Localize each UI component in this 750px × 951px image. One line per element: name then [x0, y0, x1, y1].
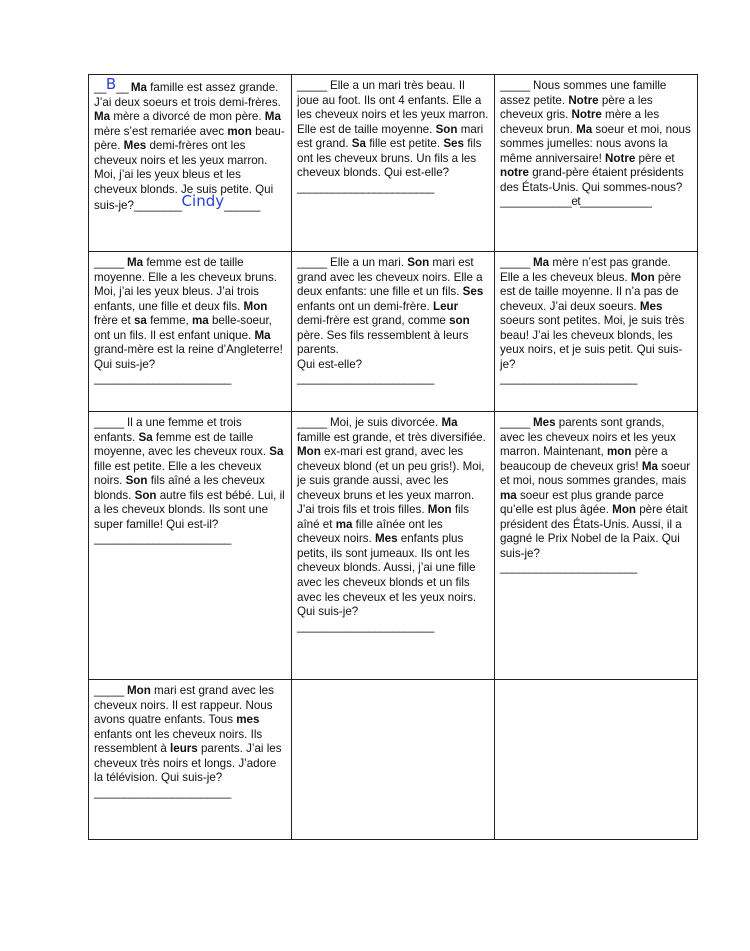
text-run: enfants ont les cheveux noirs. Ils ressemblent à	[94, 727, 263, 756]
text-run: soeur et moi, nous sommes grandes, mais	[500, 459, 691, 488]
text-run: père. Ses fils ressemblent à leurs parents.	[297, 328, 469, 357]
riddle-text	[297, 79, 489, 181]
riddle-text	[500, 256, 692, 372]
text-run: Il a une femme et trois enfants.	[94, 416, 242, 444]
riddle-cell-3	[495, 75, 698, 252]
answer-blank: _____	[94, 416, 124, 429]
answer-line: ______	[224, 199, 260, 213]
text-run: Elle a un mari.	[326, 256, 408, 269]
bold-word: Mes	[123, 139, 147, 153]
empty-cell	[495, 680, 698, 840]
text-run: père a les cheveux gris.	[500, 93, 653, 122]
bold-word: mes	[236, 713, 260, 727]
bold-word: Sa	[269, 445, 284, 459]
text-run: parents. J’ai les cheveux très noirs et longs. J’adore la télévision. Qui suis-je?	[94, 742, 282, 785]
text-run: mère n’est pas grande. Elle a les cheveux bleus.	[500, 256, 671, 284]
answer-blank: _____	[297, 416, 327, 429]
bold-word: Son	[134, 488, 157, 502]
bold-word: Mon	[427, 503, 452, 517]
answer-blank: _____	[297, 256, 327, 269]
answer-line: ____________	[580, 195, 652, 209]
bold-word: Mon	[297, 445, 321, 459]
riddle-cell-9	[495, 412, 698, 680]
riddle-cell-4	[89, 252, 292, 412]
bold-word: Son	[407, 256, 430, 269]
bold-word: Ma	[441, 416, 458, 429]
bold-word: mon	[227, 124, 252, 138]
bold-word: Son	[435, 122, 458, 136]
riddle-text	[500, 79, 692, 195]
bold-word: son	[449, 314, 470, 328]
text-run: fille aînée ont les cheveux noirs.	[297, 517, 443, 546]
riddle-cell-8	[292, 412, 495, 680]
riddle-cell-6	[495, 252, 698, 412]
answer-line[interactable]: _______________________	[500, 561, 637, 575]
bold-word: Ma	[130, 81, 147, 94]
bold-word: Mes	[532, 416, 556, 429]
bold-word: Ma	[126, 256, 144, 269]
text-run: mère s’est remariée avec	[94, 124, 228, 138]
answer-pair-line[interactable]	[500, 195, 692, 210]
riddle-cell-1	[89, 75, 292, 252]
answer-line[interactable]: _______________________	[94, 532, 231, 546]
bold-word: Ma	[254, 328, 271, 342]
answer-line[interactable]: _______________________	[500, 372, 637, 386]
bold-word: Mes	[374, 532, 398, 546]
text-run: femme est de taille moyenne, avec les cheveux roux.	[94, 430, 270, 459]
text-run: soeur et moi, nous sommes jumelles: nous avons la même anniversaire!	[500, 122, 691, 165]
bold-word: leurs	[170, 742, 198, 756]
bold-word: Mon	[243, 299, 268, 313]
text-run: grand-mère est la reine d’Angleterre! Qui suis-je?	[94, 343, 283, 371]
bold-word: Ses	[443, 137, 464, 151]
text-run: ex-mari est grand, avec les cheveux blond (et un peu gris!). Moi, je suis grande aussi, avec les cheveux bruns et les yeux marron. J’ai trois fils et trois filles.	[297, 445, 485, 517]
answer-line: ________	[133, 199, 182, 213]
text-run: père et	[635, 151, 675, 165]
answer-line: ____________	[500, 195, 572, 209]
text-run: femme est de taille moyenne. Elle a les cheveux bruns. Moi, j’ai les yeux bleus. J’ai trois enfants, une fille et deux fils.	[94, 256, 278, 313]
answer-line[interactable]: _______________________	[297, 372, 434, 386]
text-run: père était président des États-Unis. Aussi, il a gagné le Prix Nobel de la Paix. Qui suis-je?	[500, 503, 688, 560]
answer-blank: _____	[500, 256, 530, 269]
answer-blank: _____	[500, 79, 530, 92]
answer-line[interactable]: _______________________	[94, 372, 231, 386]
text-run: soeurs sont petites. Moi, je suis très beau! J’ai les cheveux blonds, les yeux noirs, et je suis petit. Qui suis-je?	[500, 314, 685, 371]
text-run: fille est petite. Elle a les cheveux noirs.	[94, 459, 262, 488]
text-run: autre fils est bébé. Lui, il a les cheveux blonds. Ils sont une super famille! Qui est-il?	[94, 488, 285, 531]
text-run: beau-père.	[94, 124, 285, 153]
bold-word: Ses	[462, 285, 484, 299]
riddle-text	[94, 416, 286, 532]
bold-word: Ma	[576, 122, 593, 136]
answer-line[interactable]: _______________________	[297, 619, 434, 633]
text-run: fils aîné a les cheveux blonds.	[94, 474, 265, 502]
bold-word: Ma	[94, 110, 111, 124]
text-run: mari est grand.	[297, 122, 484, 151]
bold-word: Notre	[568, 93, 599, 107]
bold-word: Notre	[605, 151, 636, 165]
riddle-cell-2	[292, 75, 495, 252]
bold-word: Ma	[532, 256, 550, 269]
bold-word: Mon	[126, 684, 151, 697]
answer-blank: _____	[94, 684, 124, 697]
text-run: Elle a un mari très beau. Il joue au foot. Ils ont 4 enfants. Elle a les cheveux noirs et les yeux marron. Elle est de taille moyenne.	[297, 79, 489, 136]
handwritten-answer-letter: B	[105, 75, 117, 93]
bold-word: Son	[125, 474, 148, 488]
text-run: parents sont grands, avec les cheveux noirs et les yeux marron. Maintenant,	[500, 416, 676, 459]
riddle-text	[94, 75, 286, 214]
question-text: Qui est-elle?	[297, 357, 363, 371]
answer-blank: _____	[94, 256, 124, 269]
text-run: frère et	[94, 314, 134, 328]
text-run: père est de taille moyenne. Il n’a pas de cheveux. J’ai deux soeurs.	[500, 270, 682, 313]
text-run: soeur est plus grande parce qu’elle est plus âgée.	[500, 488, 664, 517]
riddle-text	[500, 416, 692, 561]
text-run: femme,	[146, 314, 192, 328]
empty-cell	[292, 680, 495, 840]
bold-word: Mes	[639, 299, 663, 313]
text-run: famille est assez grande. J’ai deux soeurs et trois demi-frères.	[94, 81, 281, 109]
bold-word: Sa	[138, 430, 153, 444]
text-run: enfants plus petits, ils sont jumeaux. Ils ont les cheveux blonds. Aussi, j’ai une fille avec les cheveux blonds et un fils avec les cheveux et les yeux noirs. Qui suis-je?	[297, 532, 477, 619]
bold-word: ma	[500, 488, 517, 502]
bold-word: Mon	[612, 503, 636, 517]
text-run: mère a les cheveux brun.	[500, 108, 660, 136]
riddle-grid	[88, 74, 698, 840]
text-run: Nous sommes une famille assez petite.	[500, 79, 667, 107]
text-run: fils ont les cheveux bruns. Un fils a les cheveux blonds. Qui est-elle?	[297, 137, 482, 180]
answer-blank: _____	[297, 79, 327, 92]
bold-word: Sa	[351, 137, 366, 151]
bold-word: Ma	[641, 459, 658, 473]
text-run: Moi, je suis divorcée.	[326, 416, 442, 429]
bold-word: ma	[191, 314, 209, 328]
riddle-text	[94, 256, 286, 372]
text-run: demi-frère est grand, comme	[297, 314, 450, 328]
riddle-text	[94, 684, 286, 786]
bold-word: mon	[606, 445, 632, 459]
handwritten-answer-name: Cindy	[181, 192, 225, 211]
bold-word: Ma	[264, 110, 281, 124]
answer-line[interactable]: _______________________	[94, 785, 231, 799]
answer-blank: __	[116, 81, 131, 94]
bold-word: Leur	[432, 299, 459, 313]
bold-word: sa	[133, 314, 147, 328]
bold-word: notre	[500, 166, 529, 180]
riddle-text	[297, 256, 489, 372]
text-run: famille est grande, et très diversifiée.	[297, 430, 486, 444]
text-run: mari est grand avec les cheveux noirs. Elle a deux enfants: une fille et un fils.	[297, 256, 483, 299]
answer-blank: _____	[500, 416, 530, 429]
riddle-text	[297, 416, 489, 620]
text-run: père a beaucoup de cheveux gris!	[500, 445, 668, 473]
text-run: demi-frères ont les cheveux noirs et les yeux marron. Moi, j’ai les yeux bleus et les cheveux blonds. Je suis petite. Qui suis-je?	[94, 139, 274, 213]
bold-word: Notre	[571, 108, 602, 122]
riddle-cell-5	[292, 252, 495, 412]
bold-word: Mon	[630, 270, 655, 284]
text-run: grand-père étaient présidents des États-Unis. Qui sommes-nous?	[500, 166, 684, 194]
answer-blank: __	[94, 81, 106, 94]
and-word: et	[571, 195, 581, 209]
text-run: belle-soeur, ont un fils. Il est enfant unique.	[94, 314, 272, 342]
riddle-cell-7	[89, 412, 292, 680]
text-run: fille est petite.	[365, 137, 444, 151]
riddle-cell-10	[89, 680, 292, 840]
text-run: mari est grand avec les cheveux noirs. Il est rappeur. Nous avons quatre enfants. Tous	[94, 684, 274, 727]
text-run: mère a divorcé de mon père.	[110, 110, 265, 124]
bold-word: ma	[335, 517, 353, 531]
text-run: enfants ont un demi-frère.	[297, 299, 433, 313]
answer-line[interactable]: _______________________	[297, 180, 434, 194]
text-run: fils aîné et	[297, 503, 469, 531]
